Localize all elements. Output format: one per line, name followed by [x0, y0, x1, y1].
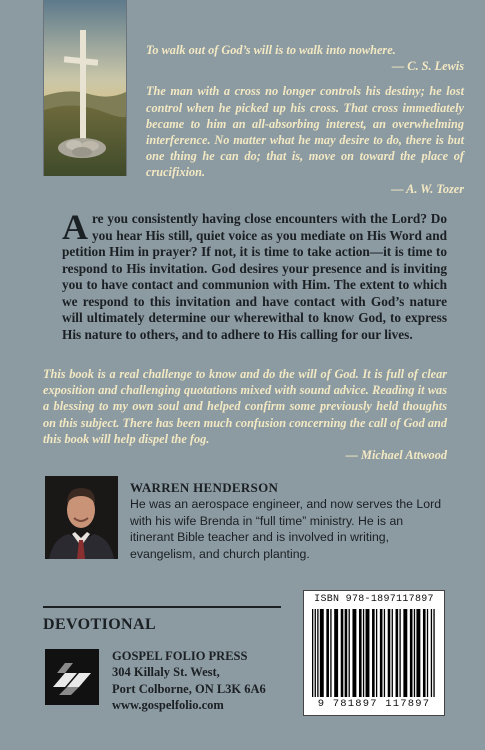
barcode-bar [320, 609, 324, 697]
publisher-info [112, 648, 266, 713]
barcode-bar [416, 609, 420, 697]
publisher-address-line1: 304 Killaly St. West, [112, 665, 220, 680]
endorsement-author: — Michael Attwood [345, 448, 447, 463]
barcode-bar [388, 609, 391, 697]
barcode-bar [330, 609, 331, 697]
barcode-bar [341, 609, 344, 697]
barcode-bar [410, 609, 413, 697]
quote-author: — C. S. Lewis [391, 59, 464, 74]
barcode-bar [380, 609, 383, 697]
barcode-bar [312, 609, 313, 697]
barcode-bar [349, 609, 350, 697]
barcode-bar [427, 609, 428, 697]
author-photo [45, 476, 118, 559]
author-bio: He was an aerospace engineer, and now serves the Lord with his wife Brenda in “full time” ministry. He is an itinerant Bible teacher and is involved in writing, evangelism, and church planting. [130, 497, 442, 561]
barcode-bar [414, 609, 415, 697]
barcode-bar [403, 609, 407, 697]
endorsement [43, 366, 447, 463]
barcode-bar [384, 609, 385, 697]
author-portrait-image [45, 476, 118, 559]
quote-text: To walk out of God’s will is to walk into nowhere. [146, 43, 396, 57]
main-description [62, 207, 447, 343]
barcode-bars [312, 609, 436, 697]
barcode-bar [334, 609, 338, 697]
barcode-bar [315, 609, 316, 697]
barcode-bar [352, 609, 356, 697]
barcode-bar [372, 609, 375, 697]
drop-cap: A [62, 207, 88, 247]
publisher-website: www.gospelfolio.com [112, 697, 224, 712]
cross-photo [43, 0, 127, 176]
barcode-bar [423, 609, 426, 697]
divider [43, 606, 281, 608]
barcode-bar [359, 609, 362, 697]
barcode-digits: 9 781897 117897 [317, 698, 431, 710]
endorsement-text: This book is a real challenge to know and do the will of God. It is full of clear exposition and challenging quotations mixed with sound advice. Reading it was a blessing to my own soul and helped confirm some previously held thoughts on this subject. There has been much confusion concerning the call of God and this book will help dispel the fog. [43, 367, 447, 446]
isbn-label: ISBN 978-1897117897 [314, 594, 434, 605]
barcode-bar [326, 609, 329, 697]
barcode-bar [317, 609, 318, 697]
publisher-name: GOSPEL FOLIO PRESS [112, 649, 248, 663]
publisher-logo [45, 649, 99, 705]
category-label: DEVOTIONAL [43, 616, 157, 633]
quote-text: The man with a cross no longer controls his destiny; he lost control when he picked up his cross. That cross immediately became to him an all-absorbing interest, an overwhelming interference. No matter what he may desire to do, there is but one thing he can do; that is, move on toward the place of crucifixion. [146, 84, 464, 180]
barcode-bar [399, 609, 400, 697]
quote-block [146, 42, 464, 197]
barcode-bar [431, 609, 432, 697]
publisher-address-line2: Port Colborne, ON L3K 6A6 [112, 681, 266, 696]
barcode-bar [392, 609, 393, 697]
barcode-bar [345, 609, 348, 697]
cross-on-hill-image [44, 0, 126, 176]
barcode-bar [396, 609, 399, 697]
isbn-barcode [303, 590, 445, 716]
barcode-bar [363, 609, 364, 697]
barcode-bar [376, 609, 377, 697]
barcode-bar [366, 609, 370, 697]
gospel-folio-logo-icon [45, 649, 99, 705]
barcode-bar [433, 609, 434, 697]
author-name: WARREN HENDERSON [130, 480, 279, 495]
description-body: re you consistently having close encounters with the Lord? Do you hear His still, quiet voice as you mediate on His Word and petition Him in prayer? If not, it is time to take action—it is time to respond to His invitation. God desires your presence and is inviting you to have contact and communion with Him. The extent to which we respond to this invitation and have contact with God’s nature will ultimately determine our wherewithal to know God, to express His nature to others, and to adhere to His calling for our lives. [62, 211, 447, 342]
quote-author: — A. W. Tozer [391, 181, 464, 196]
